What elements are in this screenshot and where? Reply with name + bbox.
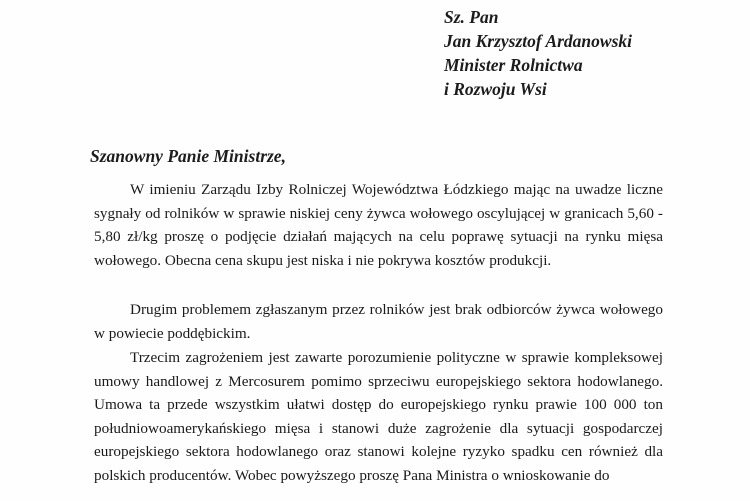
salutation: Szanowny Panie Ministrze, [90,146,286,166]
addressee-ministry: i Rozwoju Wsi [444,79,547,99]
addressee-position: Minister Rolnictwa [444,55,583,75]
addressee-name: Jan Krzysztof Ardanowski [444,31,633,51]
paragraph-2: Drugim problemem zgłaszanym przez rolników jest brak odbiorców żywca wołowego w powiecie poddębickim. [94,301,663,342]
paragraph-3: Trzecim zagrożeniem jest zawarte porozumienie polityczne w sprawie kompleksowej umowy handlowej z Mercosurem pomimo sprzeciwu europejskiego sektora hodowlanego. Umowa ta przede wszystkim ułatwi dostęp do europejskiego rynku prawie 100 000 ton południowoamerykańskiego mięsa i stanowi duże zagrożenie dla sytuacji gospodarczej europejskiego sektora hodowlanego oraz stanowi kolejne ryzyko spadku cen również dla polskich producentów. Wobec powyższego proszę Pana Ministra o wnioskowanie do [94,349,663,484]
paragraph-1: W imieniu Zarządu Izby Rolniczej Województwa Łódzkiego mając na uwadze liczne sygnały od rolników w sprawie niskiej ceny żywca wołowego oscylującej w granicach 5,60 - 5,80 zł/kg proszę o podjęcie działań mających na celu poprawę sytuacji na rynku mięsa wołowego. Obecna cena skupu jest niska i nie pokrywa kosztów produkcji. [94,181,663,269]
addressee-block [444,5,632,101]
addressee-title: Sz. Pan [444,7,499,27]
